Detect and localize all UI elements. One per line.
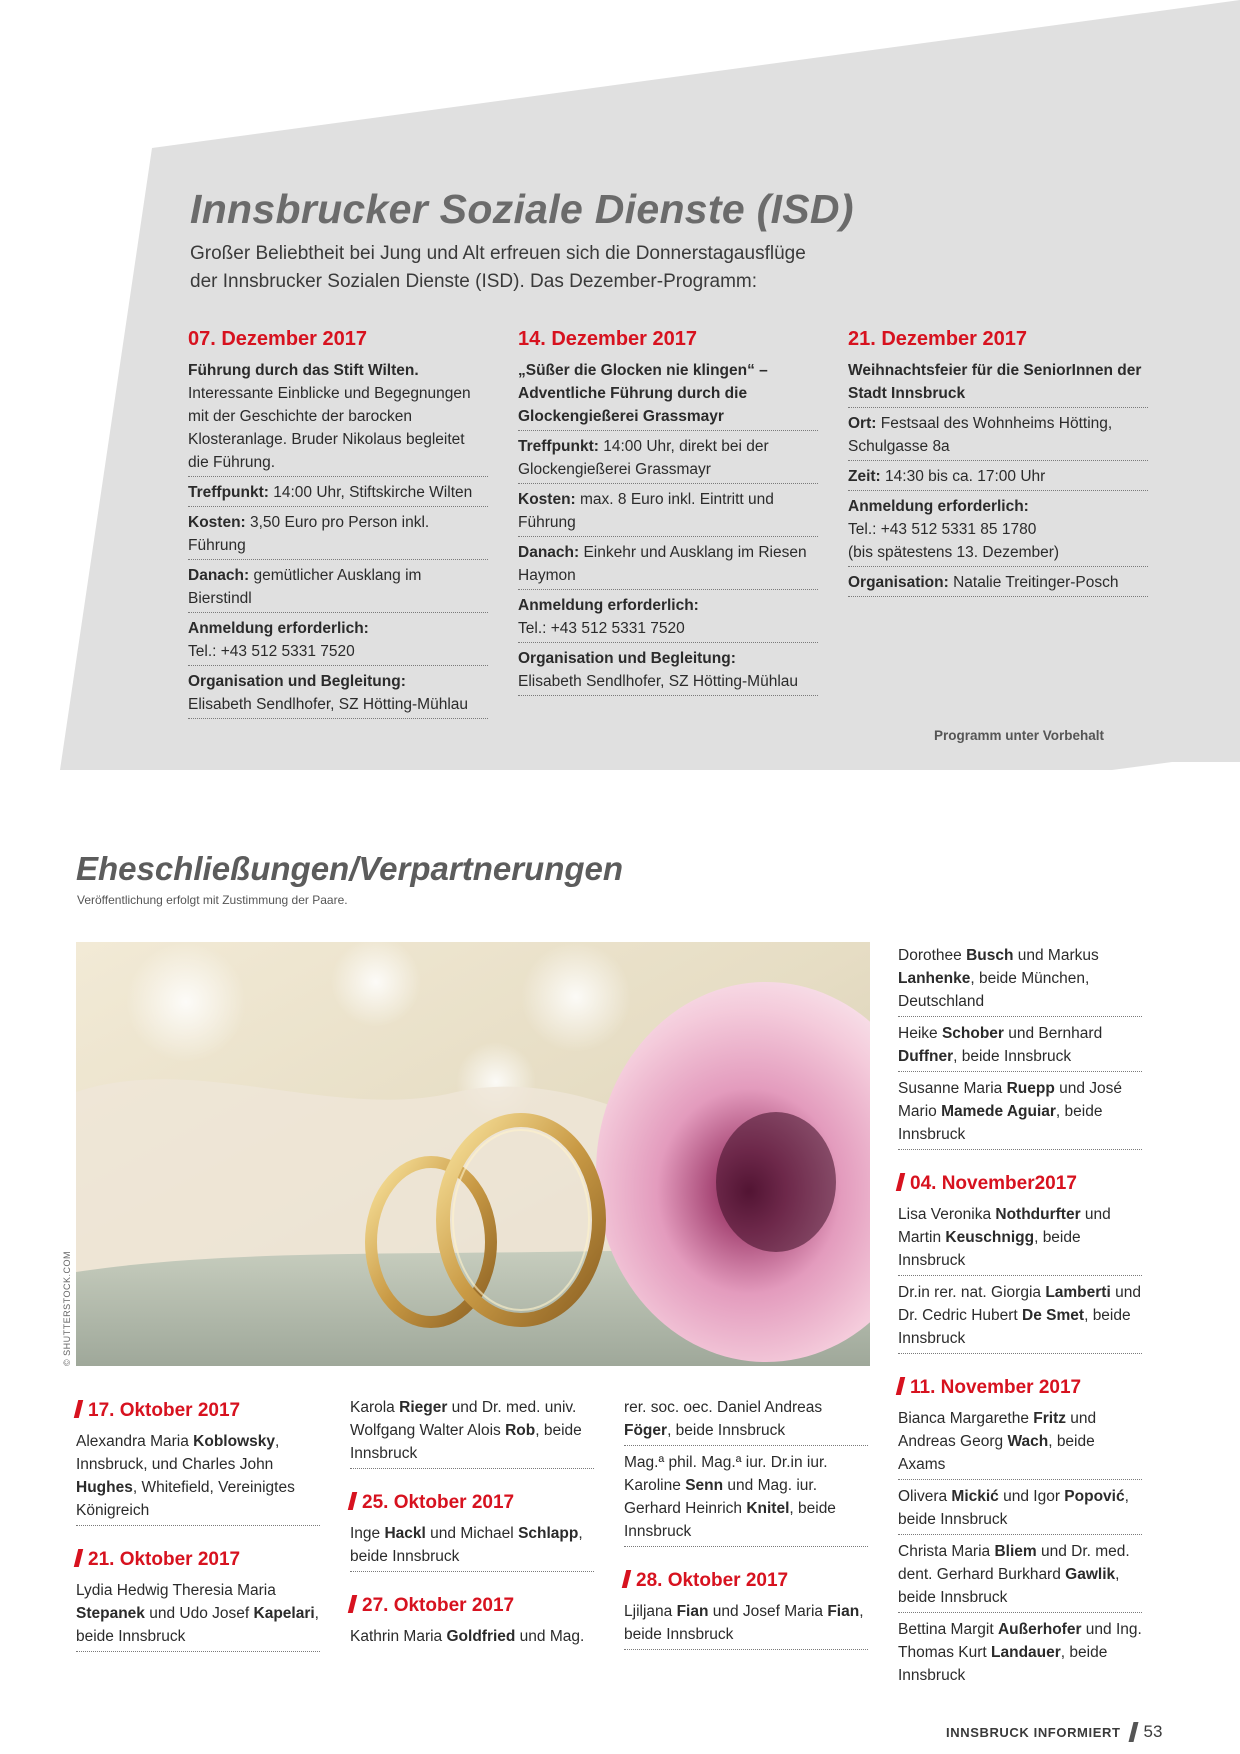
footer-divider-icon: [1128, 1722, 1138, 1742]
wedding-entry: Christa Maria Bliem und Dr. med. dent. Gerhard Burkhard Gawlik, beide Innsbruck: [898, 1540, 1142, 1613]
event-organisation: Organisation und Begleitung: Elisabeth Sendlhofer, SZ Hötting-Mühlau: [518, 647, 818, 696]
event-organisation: Organisation: Natalie Treitinger-Posch: [848, 571, 1148, 597]
event-cost: Kosten: 3,50 Euro pro Person inkl. Führung: [188, 511, 488, 560]
wedding-date: 27. Oktober 2017: [350, 1595, 594, 1617]
wedding-entry: Kathrin Maria Goldfried und Mag.: [350, 1628, 585, 1645]
event-date: 21. Dezember 2017: [848, 328, 1028, 350]
weddings-column-2: [350, 1396, 594, 1656]
event-date: 14. Dezember 2017: [518, 328, 698, 350]
event-meeting-point: Treffpunkt: 14:00 Uhr, direkt bei der Glockengießerei Grassmayr: [518, 435, 818, 484]
event-registration: Anmeldung erforderlich: Tel.: +43 512 5331 85 1780 (bis spätestens 13. Dezember): [848, 495, 1148, 567]
wedding-entry: Dorothee Busch und Markus Lanhenke, beide München, Deutschland: [898, 944, 1142, 1017]
wedding-entry: rer. soc. oec. Daniel Andreas Föger, beide Innsbruck: [624, 1396, 868, 1446]
event-registration: Anmeldung erforderlich: Tel.: +43 512 5331 7520: [188, 617, 488, 666]
publication-name: INNSBRUCK INFORMIERT: [946, 1725, 1121, 1740]
weddings-title: Eheschließungen/Verpartnerungen: [76, 850, 624, 887]
wedding-entry: Bianca Margarethe Fritz und Andreas Georg Wach, beide Axams: [898, 1407, 1142, 1480]
program-disclaimer: Programm unter Vorbehalt: [934, 728, 1105, 743]
photo-credit: © SHUTTERSTOCK.COM: [62, 1251, 72, 1366]
page-number: 53: [1143, 1722, 1163, 1741]
isd-intro: Großer Beliebtheit bei Jung und Alt erfreuen sich die Donnerstagausflüge der Innsbrucker Sozialen Dienste (ISD). Das Dezember-Programm:: [190, 243, 806, 292]
wedding-entry: Karola Rieger und Dr. med. univ. Wolfgang Walter Alois Rob, beide Innsbruck: [350, 1396, 594, 1469]
event-description: Weihnachtsfeier für die SeniorInnen der Stadt Innsbruck: [848, 359, 1148, 408]
event-cost: Kosten: max. 8 Euro inkl. Eintritt und Führung: [518, 488, 818, 537]
wedding-entry: Lydia Hedwig Theresia Maria Stepanek und Udo Josef Kapelari, beide Innsbruck: [76, 1579, 320, 1652]
event-location: Ort: Festsaal des Wohnheims Hötting, Schulgasse 8a: [848, 412, 1148, 461]
event-registration: Anmeldung erforderlich: Tel.: +43 512 5331 7520: [518, 594, 818, 643]
weddings-column-4: [898, 944, 1142, 1695]
event-organisation: Organisation und Begleitung: Elisabeth Sendlhofer, SZ Hötting-Mühlau: [188, 670, 488, 719]
wedding-date: 25. Oktober 2017: [350, 1492, 594, 1514]
wedding-entry: Susanne Maria Ruepp und José Mario Mamede Aguiar, beide Innsbruck: [898, 1077, 1142, 1150]
wedding-entry: Mag.ª phil. Mag.ª iur. Dr.in iur. Karoline Senn und Mag. iur. Gerhard Heinrich Knitel, beide Innsbruck: [624, 1451, 868, 1547]
wedding-rings-photo: [76, 942, 870, 1366]
wedding-entry: Heike Schober und Bernhard Duffner, beide Innsbruck: [898, 1022, 1142, 1072]
date-marker-icon: [896, 1173, 905, 1191]
wedding-date: 17. Oktober 2017: [76, 1400, 320, 1422]
event-afterwards: Danach: gemütlicher Ausklang im Bierstindl: [188, 564, 488, 613]
event-date: 07. Dezember 2017: [188, 328, 368, 350]
date-marker-icon: [74, 1400, 83, 1418]
event-description: „Süßer die Glocken nie klingen“ – Adventliche Führung durch die Glockengießerei Grassmayr: [518, 359, 818, 431]
date-marker-icon: [348, 1595, 357, 1613]
page-footer: [946, 1722, 1162, 1742]
date-marker-icon: [348, 1492, 357, 1510]
event-time: Zeit: 14:30 bis ca. 17:00 Uhr: [848, 465, 1148, 491]
wedding-date: 11. November 2017: [898, 1377, 1142, 1399]
isd-column-dec21: [848, 328, 1148, 601]
wedding-entry: Olivera Mickić und Igor Popović, beide Innsbruck: [898, 1485, 1142, 1535]
wedding-entry: Bettina Margit Außerhofer und Ing. Thomas Kurt Landauer, beide Innsbruck: [898, 1621, 1142, 1684]
isd-title: Innsbrucker Soziale Dienste (ISD): [190, 186, 854, 232]
wedding-date: 21. Oktober 2017: [76, 1549, 320, 1571]
wedding-entry: Dr.in rer. nat. Giorgia Lamberti und Dr. Cedric Hubert De Smet, beide Innsbruck: [898, 1281, 1142, 1354]
weddings-subtitle: Veröffentlichung erfolgt mit Zustimmung der Paare.: [77, 893, 348, 907]
date-marker-icon: [896, 1377, 905, 1395]
event-afterwards: Danach: Einkehr und Ausklang im Riesen Haymon: [518, 541, 818, 590]
isd-column-dec14: [518, 328, 818, 700]
date-marker-icon: [622, 1570, 631, 1588]
wedding-date: 04. November2017: [898, 1173, 1142, 1195]
wedding-entry: Inge Hackl und Michael Schlapp, beide Innsbruck: [350, 1522, 594, 1572]
wedding-entry: Ljiljana Fian und Josef Maria Fian, beide Innsbruck: [624, 1600, 868, 1650]
weddings-column-1: [76, 1396, 320, 1657]
isd-column-dec07: [188, 328, 488, 723]
date-marker-icon: [74, 1549, 83, 1567]
weddings-column-3: [624, 1396, 868, 1655]
wedding-date: 28. Oktober 2017: [624, 1570, 868, 1592]
wedding-entry: Lisa Veronika Nothdurfter und Martin Keuschnigg, beide Innsbruck: [898, 1203, 1142, 1276]
event-meeting-point: Treffpunkt: 14:00 Uhr, Stiftskirche Wilten: [188, 481, 488, 507]
event-description: Führung durch das Stift Wilten. Interessante Einblicke und Begegnungen mit der Geschichte der barocken Klosteranlage. Bruder Nikolaus begleitet die Führung.: [188, 359, 488, 477]
wedding-entry: Alexandra Maria Koblowsky, Innsbruck, und Charles John Hughes, Whitefield, Vereinigtes Königreich: [76, 1430, 320, 1526]
